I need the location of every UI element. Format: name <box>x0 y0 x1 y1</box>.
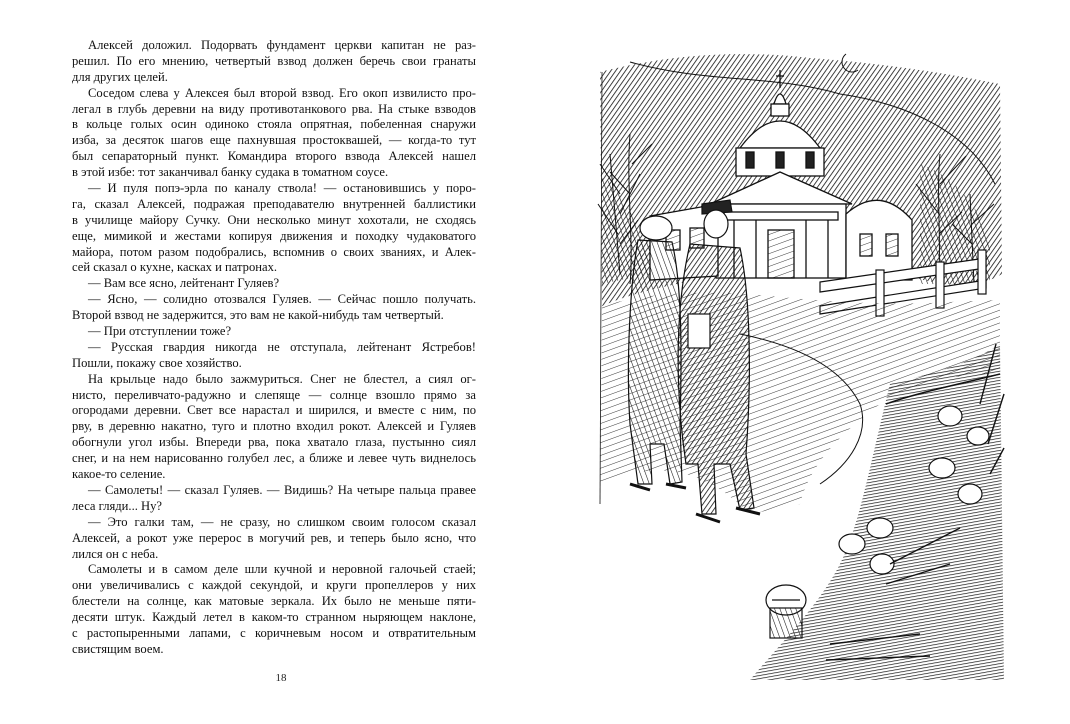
paragraph <box>72 86 476 181</box>
paragraph <box>72 276 476 292</box>
text-page-left <box>72 38 476 658</box>
text-line: обогнули угол избы. Впереди рва, пока хватало глаза, пустынно сиял <box>72 435 476 450</box>
text-line: изба, за десяток шагов еще пахнувшая простоквашей, — когда-то тут <box>72 133 476 148</box>
text-line: с растопыренными лапами, с коричневым носом и отвратительным <box>72 625 476 640</box>
paragraph <box>72 515 476 563</box>
text-line: — Вам все ясно, лейтенант Гуляев? <box>88 276 280 291</box>
text-line: в училище майору Сучку. Они несколько минут хохотали, не сходясь <box>72 212 476 227</box>
text-line: легал в глубь деревни на виду противотанкового рва. На стыке взводов <box>72 101 476 116</box>
text-line: нисто, переливчато-радужно и слепяще — солнце взошло прямо за <box>72 387 476 402</box>
text-line: был сепараторный пункт. Командира второго взвода Алексей нашел <box>72 149 476 164</box>
text-line: Пошли, покажу свое хозяйство. <box>72 355 242 370</box>
text-line: Алексей доложил. Подорвать фундамент церкви капитан не раз- <box>88 38 476 52</box>
text-line: в этой избе: тот заканчивал банку судака в томатном соусе. <box>72 165 389 180</box>
text-line: — Самолеты! — сказал Гуляев. — Видишь? На четыре пальца правее <box>88 482 476 497</box>
text-line: в кольце голых осин одиноко стояла опрятная, побеленная снаружи <box>72 117 476 132</box>
illustration-church-trench <box>590 44 1010 680</box>
text-line: Второй взвод не задержится, это вам не какой-нибудь там четвертый. <box>72 308 444 323</box>
text-line: Соседом слева у Алексея был второй взвод. Его окоп извилисто про- <box>88 85 476 100</box>
paragraph <box>72 181 476 276</box>
paragraph <box>72 372 476 483</box>
text-line: — Ясно, — солидно отозвался Гуляев. — Сейчас пошло получать. <box>88 292 476 307</box>
text-line: какое-то селение. <box>72 467 166 482</box>
page-number: 18 <box>275 672 287 684</box>
text-line: Самолеты и в самом деле шли кучной и неровной галочьей стаей; <box>88 562 476 577</box>
text-line: блестели на солнце, как матовые зеркала. Их было не меньше пяти- <box>72 594 476 609</box>
text-line: сей сказал о кухне, касках и патронах. <box>72 260 278 275</box>
illustration-drawing <box>590 44 1010 680</box>
paragraph <box>72 292 476 324</box>
text-line: еще, мимикой и жестами копируя движения и походку чудаковатого <box>72 228 476 243</box>
text-line: — При отступлении тоже? <box>88 324 232 339</box>
text-line: лился он с неба. <box>72 546 159 561</box>
text-line: — Это галки там, — не сразу, но слишком своим голосом сказал <box>88 514 476 529</box>
text-line: огородами деревни. Свет все нарастал и ширился, и вместе с ним, по <box>72 403 476 418</box>
text-line: На крыльце надо было зажмуриться. Снег не блестел, а сиял ог- <box>88 371 476 386</box>
text-line: майора, потом разом подобрались, вспомнив о своих званиях, и Алек- <box>72 244 476 259</box>
text-line: свистящим воем. <box>72 641 164 656</box>
text-line: решил. По его мнению, четвертый взвод должен беречь свои гранаты <box>72 53 476 68</box>
paragraph <box>72 38 476 86</box>
text-line: они увеличивались с каждой секундой, и круги пропеллеров у них <box>72 578 476 593</box>
text-line: — И пуля попэ-эрла по каналу ствола! — остановившись у поро- <box>88 181 476 196</box>
text-line: десяти штук. Каждый летел в каком-то странном ныряющем наклоне, <box>72 610 476 625</box>
paragraph <box>72 340 476 372</box>
text-line: — Русская гвардия никогда не отступала, лейтенант Ястребов! <box>88 339 476 354</box>
text-line: леса гляди... Ну? <box>72 498 162 513</box>
text-line: рву, в деревню накатно, туго и плотно входил рокот. Алексей и Гуляев <box>72 419 476 434</box>
paragraph <box>72 562 476 657</box>
text-line: для других целей. <box>72 69 168 84</box>
paragraph <box>72 483 476 515</box>
paragraph <box>72 324 476 340</box>
text-line: Алексей, а рокот уже перерос в могучий рев, и теперь было ясно, что <box>72 530 476 545</box>
text-line: га, сказал Алексей, подражая преподавателю внутренней баллистики <box>72 196 476 211</box>
text-line: снег, и на нем нарисованно голубел лес, а ближе и левее чуть виднелось <box>72 451 476 466</box>
